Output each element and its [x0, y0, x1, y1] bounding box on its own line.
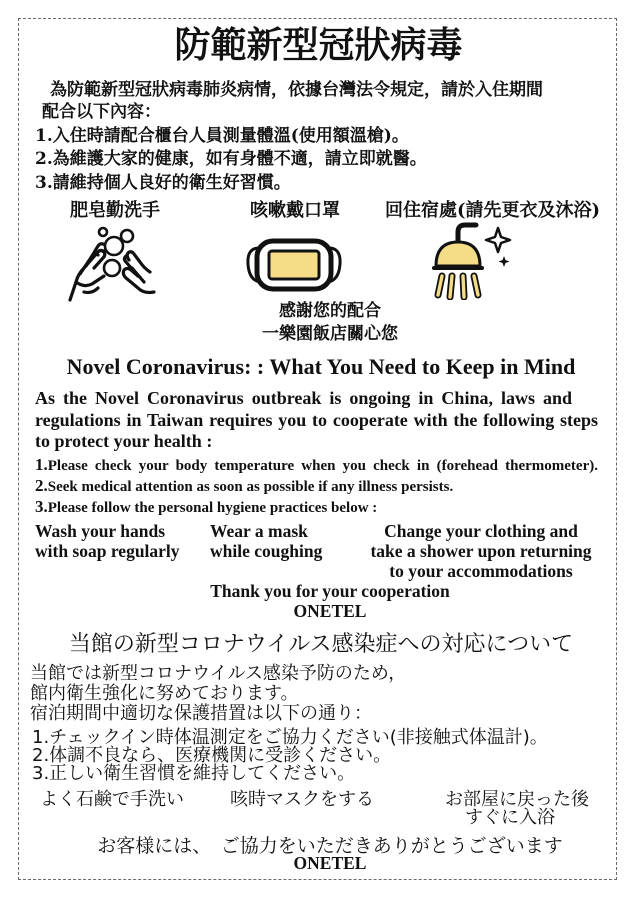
ja-practice-shower: お部屋に戻った後 [445, 789, 589, 810]
ja-item: 3.正しい衛生習慣を維持してください。 [32, 763, 356, 784]
en-practice-handwash: with soap regularly [35, 541, 180, 561]
en-thanks: Thank you for your cooperation [210, 581, 450, 601]
hand-washing-icon [64, 222, 156, 302]
zh-item: 3.請維持個人良好的衛生好習慣。 [35, 173, 291, 193]
en-item-number: 2. [35, 476, 48, 495]
en-practice-handwash: Wash your hands [35, 521, 166, 541]
ja-signoff: ONETEL [293, 853, 367, 873]
zh-thanks: 感謝您的配合 [279, 301, 381, 321]
ja-practice-mask: 咳時マスクをする [230, 789, 374, 810]
ja-practice-shower: すぐに入浴 [465, 807, 555, 828]
zh-practice-handwash: 肥皂勤洗手 [70, 200, 160, 221]
en-item [35, 477, 453, 496]
shower-icon [432, 222, 514, 300]
zh-item: 2.為維護大家的健康，如有身體不適，請立即就醫。 [35, 149, 427, 169]
en-practice-shower: to your accommodations [389, 561, 573, 581]
ja-item: 2.体調不良なら、医療機関に受診ください。 [32, 745, 392, 766]
en-intro-line: As the Novel Coronavirus outbreak is ongoing in China, laws and [35, 388, 572, 408]
ja-intro-line: 当館では新型コロナウイルス感染予防のため， [30, 663, 407, 684]
en-item [35, 498, 377, 517]
ja-intro-line: 宿泊期間中適切な保護措置は以下の通り： [30, 703, 372, 724]
en-intro-line: to protect your health : [35, 431, 213, 451]
en-item-text: Please check your body temperature when you check in (forehead thermometer). [47, 458, 598, 474]
ja-title: 当館の新型コロナウイルス感染症への対応について [68, 632, 574, 657]
en-item-number: 1. [35, 455, 48, 474]
zh-practice-mask: 咳嗽戴口罩 [250, 200, 340, 221]
ja-thanks: お客様には、 ご協力をいただきありがとうございます [97, 835, 563, 857]
ja-practice-handwash: よく石鹸で手洗い [40, 789, 184, 810]
en-item-text: Seek medical attention as soon as possible if any illness persists. [47, 479, 454, 495]
en-item [35, 456, 598, 475]
zh-intro-line: 為防範新型冠狀病毒肺炎病情，依據台灣法令規定，請於入住期間 [50, 80, 543, 100]
en-practice-shower: Change your clothing and [384, 521, 578, 541]
ja-item: 1.チェックイン時体温測定をご協力ください(非接触式体温計)。 [32, 727, 548, 748]
zh-title: 防範新型冠狀病毒 [174, 24, 463, 66]
zh-item: 1.入住時請配合櫃台人員測量體溫(使用額溫槍)。 [35, 126, 409, 146]
en-practice-mask: while coughing [210, 541, 323, 561]
en-practice-mask: Wear a mask [210, 521, 308, 541]
en-signoff: ONETEL [293, 601, 367, 621]
zh-signoff: 一樂園飯店關心您 [262, 324, 398, 344]
zh-practice-shower: 回住宿處(請先更衣及沐浴) [385, 200, 601, 221]
en-item-number: 3. [35, 497, 48, 516]
en-title: Novel Coronavirus: : What You Need to Keep in Mind [66, 354, 576, 379]
ja-intro-line: 館内衛生強化に努めております。 [30, 683, 299, 704]
en-item-text: Please follow the personal hygiene practices below : [47, 500, 378, 516]
en-practice-shower: take a shower upon returning [370, 541, 592, 561]
en-intro-line: regulations in Taiwan requires you to cooperate with the following steps [35, 410, 598, 430]
face-mask-icon [245, 236, 343, 294]
zh-intro-line: 配合以下內容： [42, 102, 161, 122]
